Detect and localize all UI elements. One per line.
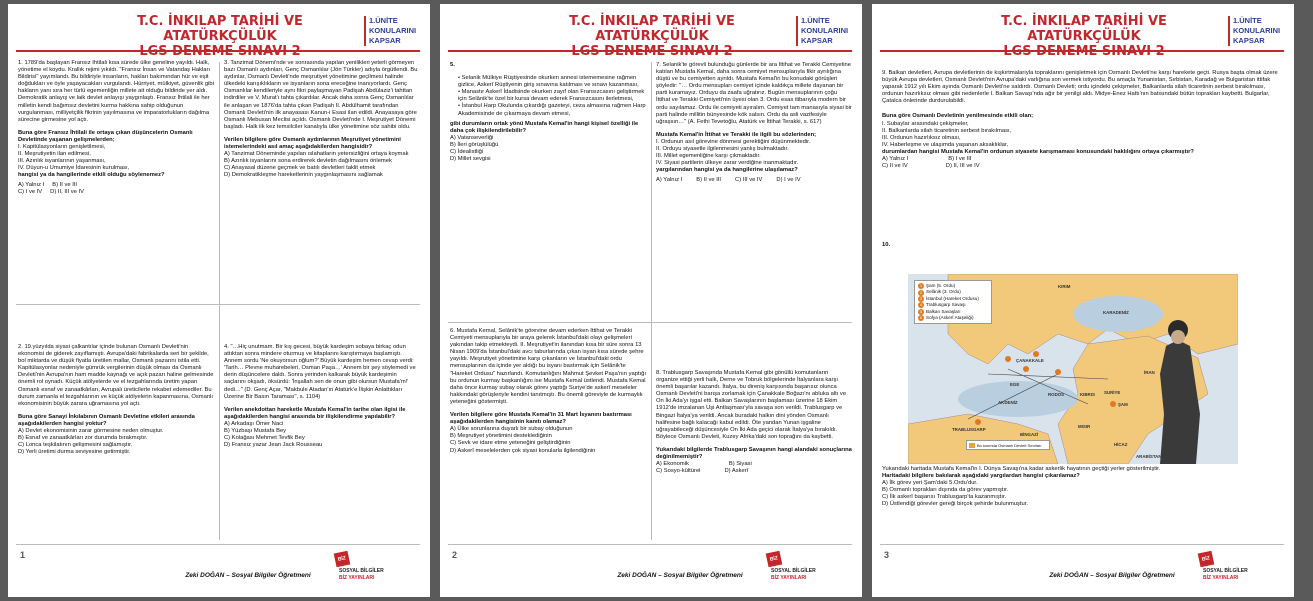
option-c[interactable]: C) Sevk ve idare etme yeteneğini geliştirdiğinin: [450, 440, 571, 447]
roman-item: IV. Haberleşme ve ulaşımda yaşanan aksaklıklar,: [882, 141, 1009, 148]
option-c[interactable]: C) Sosyo-kültürel: [656, 468, 701, 475]
legend-item: 5 Balkan Savaşları: [919, 308, 961, 314]
option-b[interactable]: B) Siyasi: [728, 461, 752, 468]
option-a[interactable]: A) Vatanseverliği: [450, 134, 494, 141]
map-label: İRAN: [1144, 370, 1155, 375]
page-header: [440, 14, 862, 48]
column-divider: [651, 62, 652, 540]
question-stem: Yukarıdaki bilgilerde Trablusgarp Savaşının hangi alandaki sonuçlarına değinilmemiştir?: [656, 446, 852, 461]
option-c[interactable]: C) Kolağası Mehmet Tevfik Bey: [224, 435, 305, 442]
option-b[interactable]: B) Azınlık isyanlarını sona erdirerek devletin dağılmasını önlemek: [224, 158, 392, 165]
option-d[interactable]: D) II, III ve IV: [945, 163, 980, 170]
question-number: 5.: [450, 62, 455, 68]
question-text: 1. 1789'da başlayan Fransız İhtilali kısa sürede ülke geneline yayıldı. Halk, yönetime el koydu. Krallık rejimi yıkıldı. "Fransız İnsan ve Vatandaş Hakları Bildirisi" yayımlandı. Bu bildiriyle insanların, hakları bakımından hür ve eşit doğdukları ve öyle yaşayacakları vurgulandı. Hürriyet, mülkiyet, güvenlik gibi hakların yanı sıra her türlü egemenliğin millete ait olduğu bildiride yer aldı. Demokratik anlayış ve laik devlet anlayışı yaygınlaştı. Fransız İhtilali ile her milletin kendi bağımsız devletini kurma hakkına sahip olduğunun vurgulanması, milliyetçilik fikrinin yayılmasına ve imparatorlukların dağılma sürecine girmesine yol açtı.: [18, 60, 214, 123]
map-label: TRABLUSGARP: [952, 427, 986, 432]
option-a[interactable]: A) Arkadaşı Ömer Naci: [224, 420, 284, 427]
map-label: KARADENİZ: [1103, 310, 1129, 315]
roman-item: I. Ordunun asıl görevine dönmesi gerektiğini düşünmektedir.: [656, 138, 811, 145]
question-2: [18, 344, 214, 540]
option-a[interactable]: A) Ekonomik: [656, 461, 689, 468]
legend-item: 4 Trablusgarp Savaşı: [919, 302, 966, 308]
option-b[interactable]: B) Esnaf ve zanaatkârları zor durumda bırakmıştır.: [18, 435, 148, 442]
question-text: 4. "…Hiç unutmam. Bir kış gecesi, büyük kardeşim sobaya birkaç odun attıktan sonra mindere oturmuş ve kitaplarını karıştırmaya başlamıştı. Annem sordu 'Ne okuyorsun oğlum?' Büyük kardeşim hemen cevap verdi: 'Tarih… Plevne muharebeleri, Osman Paşa…' Annem bir şey söylemedi ve derin düşüncelere daldı. Sonra yerinden kalkarak büyük kardeşimin saçlarını okşadı, öksürdü: 'İnşallah sen de onun gibi olursun Mustafa'm!' dedi…" (D. Genç Açar, "Makbule Atadan'ın Atatürk'e İlişkin Anlattıkları Üzerine Bir Basın Taraması", s. 1104): [224, 344, 416, 400]
row-divider: [448, 322, 852, 323]
exam-title: T.C. İNKILAP TARİHİ VE ATATÜRKÇÜLÜK: [1001, 14, 1167, 44]
option-d[interactable]: D) Üstlendiği görevler gereği birçok şehirde bulunmuştur.: [882, 501, 1028, 508]
page-header: [872, 14, 1294, 48]
legend-item: 3 İstanbul (Hareket Ordusu): [919, 295, 979, 302]
publisher-logo: BİZ SOSYAL BİLGİLER BİZ YAYINLARI: [333, 552, 379, 592]
author-name: Zeki DOĞAN – Sosyal Bilgiler Öğretmeni: [1049, 572, 1175, 579]
exam-title: T.C. İNKILAP TARİHİ VE ATATÜRKÇÜLÜK: [137, 14, 303, 44]
page-header: [8, 14, 430, 48]
question-stem: Haritadaki bilgilere bakılarak aşağıdaki yargılardan hangisi çıkarılamaz?: [882, 473, 1080, 480]
question-ask: durumlardan hangisi Mustafa Kemal'in ordunun siyasete karışmaması konusundaki haklılığını ortaya çıkarmıştır?: [882, 148, 1194, 155]
question-text: 3. Tanzimat Dönemi'nde ve sonrasında yapılan yenilikleri yeterli görmeyen bazı Osmanlı aydınları, Genç Osmanlılar (Jön Türkler) adıyla örgütlendi. Bu aydınlar, Osmanlı Devleti'nde meşrutiyet yönetimine geçilmesi halinde ülkedeki karışıklıkların ve isyanların sona ereceğine inanıyorlardı. Genç Osmanlılar kendileriyle aynı fikri paylaşmayan Padişah Abdülaziz'i tahttan indirdiler ve V. Murat'ı tahta çıkardılar. Ancak daha sonra Genç Osmanlılar ile anlaşan ve 1876'da tahta çıkan Padişah II. Abdülhamit tarafından Osmanlı Devleti'nin ilk anayasası Kanun-i Esasi ilan edildi. Anayasaya göre Osmanlı Mebusan Meclisi açıldı. Osmanlı Devleti'nde I. Meşrutiyet Dönemi başladı. Halk ilk kez temsilciler kanalıyla ülke yönetimine söz sahibi oldu.: [224, 60, 418, 130]
map-caption: Bu kısımda Osmanlı Devleti Sınırları: [966, 440, 1050, 450]
page-2: [440, 4, 862, 597]
question-ask: yargılarından hangisi ya da hangilerine ulaşılamaz?: [656, 167, 798, 174]
option-a[interactable]: A) Yalnız I: [18, 181, 45, 188]
option-c[interactable]: C) III ve IV: [735, 177, 763, 184]
author-name: Zeki DOĞAN – Sosyal Bilgiler Öğretmeni: [185, 572, 311, 579]
question-9: [882, 70, 1282, 220]
map-label: AKDENİZ: [998, 400, 1018, 405]
option-a[interactable]: A) Tanzimat Döneminde yapılan ıslahatların yetersizliğini ortaya koymak: [224, 151, 409, 158]
question-text: 2. 19.yüzyılda siyasi çalkantılar içinde bulunan Osmanlı Devleti'nin ekonomisi de giderek zayıflamıştı. Avrupa'daki fabrikalarda seri bir şekilde, bol miktarda ve düşük fiyatla üretilen mallar, Osmanlı pazarını istila etti. Kapitülasyonlar nedeniyle gümrük vergilerinin düşük olması da Osmanlı Devleti'nin Avrupa'nın ham madde kaynağı ve açık pazarı haline gelmesinde önemli rol oynadı. Küçük atölyelerde ve el tezgahlarında üretim yapan Osmanlı esnaf ve zanaatkârları, Avrupalı üreticilerle rekabet edemediler. Bu durum zamanla el tezgahlarının ve küçük atölyelerin kapanmasına, Osmanlı ekonomisinin büyük zarara uğramasına yol açtı.: [18, 344, 214, 407]
row-divider: [16, 304, 420, 305]
option-b[interactable]: B) Meşrutiyet yönetimini desteklediğinin: [450, 433, 552, 440]
question-stem: Mustafa Kemal'in İttihat ve Terakki ile ilgili bu sözlerinden;: [656, 131, 817, 138]
question-6: [450, 328, 646, 540]
bullet-item: • İstanbul Harp Okulunda çıkardığı gazeteyi, ceza almasına rağmen Harp Akademisinde de çıkarmaya devam etmesi,: [458, 103, 646, 117]
roman-item: III. Ordunun hazırlıksız olması,: [882, 134, 961, 141]
map-label: SURİYE: [1104, 390, 1121, 395]
option-a[interactable]: A) Yalnız I: [656, 177, 683, 184]
unit-box: 1.ÜNİTE KONULARINI KAPSAR: [796, 16, 852, 46]
option-d[interactable]: D) Askerî: [724, 468, 749, 475]
question-stem: gibi durumların ortak yönü Mustafa Kemal'in hangi kişisel özelliği ile daha çok ilişkilendirilebilir?: [450, 120, 639, 134]
page-number: 2: [452, 550, 458, 560]
question-text: 7. Selanik'te görevli bulunduğu günlerde bir ara İttihat ve Terakki Cemiyetine katılan Mustafa Kemal, daha sonra cemiyet mensuplarıyla fikir ayrılığına düştü ve bu cemiyetten ayrıldı. Mustafa Kemal'in bu konudaki görüşleri şöyledir: "… Ordu mensupları cemiyet içinde kaldıkça millete dayanan bir parti kuramayız. Orduyu da zaafa uğratırız. Bugün mensuplarının çoğu İttihat ve Terakki Cemiyeti'nin üyesi olan 3. Ordu esas itibarıyla modern bir ordu sayılamaz. Ordu ile cemiyeti ayıralım. Cemiyet tam manasıyla siyasi bir parti halinde millitin bünyesinde kök salsın. Ordu da asli vazifesiyle uğraşsın…" (A. Fethi Tevetoğlu, Atatürk ve İttihat Terakki, s. 617): [656, 62, 852, 125]
option-a[interactable]: A) Ülke sorunlarına duyarlı bir subay olduğunun: [450, 426, 573, 433]
publisher-logo: BİZ SOSYAL BİLGİLER BİZ YAYINLARI: [765, 552, 811, 592]
question-number: 10.: [882, 242, 891, 248]
bullet-item: • Manastır Askerî İdadisinde okurken zayıf olan Fransızcasını geliştirmek için Selânik'te özel bir kursa devam ederek Fransızcasını ilerletmesi,: [458, 89, 645, 103]
question-stem: Verilen bilgilere göre Osmanlı aydınlarının Meşrutiyet yönetimini istemelerindeki asıl amaç aşağıdakilerden hangisidir?: [224, 136, 401, 151]
map-label: RODOS: [1048, 392, 1065, 397]
map-label: KIBRIS: [1080, 392, 1095, 397]
map-label: HİCAZ: [1114, 442, 1128, 447]
option-d[interactable]: D) Demokratikleşme hareketlerinin yaygınlaşmasını sağlamak: [224, 172, 383, 179]
header-rule: [16, 50, 420, 52]
roman-item: II. Orduyu siyasetle ilgilenmesini yanlış bulmaktadır.: [656, 146, 789, 153]
question-stem: Buna göre Sanayi İnkılabının Osmanlı Devletine etkileri arasında aşağıdakilerden hangisi yoktur?: [18, 413, 195, 427]
roman-item: III. Millet egemenliğine karşı çıkmaktadır.: [656, 153, 761, 160]
question-4: [224, 344, 420, 540]
column-divider: [219, 62, 220, 540]
map-legend: [914, 280, 992, 324]
map-label: BİNGAZİ: [1020, 432, 1039, 437]
option-a[interactable]: A) Yalnız I: [882, 156, 909, 163]
map-label: ŞAM: [1118, 402, 1128, 407]
roman-item: II. Meşrutiyetin ilan edilmesi,: [18, 151, 91, 158]
question-5: [450, 62, 646, 312]
question-stem: Buna göre Osmanlı Devletinin yenilmesinde etkili olan;: [882, 113, 1034, 120]
unit-box: 1.ÜNİTE KONULARINI KAPSAR: [1228, 16, 1284, 46]
question-text: 8. Trablusgarp Savaşında Mustafa Kemal gibi gönüllü komutanların organize ettiği yerli halk, Derne ve Tobruk bölgelerinde İtalyanlara karşı önemli başarılar kazandı. İtalya, bu direniş karşısında başarısız olunca Osmanlı Devleti'ni barışa zorlamak için Çanakkale Boğazı'nı abluka altı ve On İki Ada'yı işgal etti. Balkan Savaşlarının başlaması üzerine 18 Ekim 1912'de imzalanan Uşi Antlaşması'yla savaşa son verildi. Trablusgarp ve Bingazi İtalya'ya verildi. Ancak buradaki halkın dini yönden Osmanlı halifesine bağlı kalacağı kabul edildi. Öte yandan Yunan işgaline uğrayabileceği düşüncesiyle On İki Ada geçici olarak İtalya'ya bırakıldı. Böylece Osmanlı Devleti, Kuzey Afrika'daki son toprağını da kaybetti.: [656, 370, 847, 440]
footer-rule: [16, 544, 420, 545]
exam-title: T.C. İNKILAP TARİHİ VE ATATÜRKÇÜLÜK: [569, 14, 735, 44]
option-b[interactable]: B) Yüzbaşı Mustafa Bey: [224, 428, 287, 435]
question-1: [18, 60, 214, 300]
page-1: [8, 4, 430, 597]
legend-item: 2 Selânik (3. Ordu): [919, 289, 961, 295]
publisher-logo: BİZ SOSYAL BİLGİLER BİZ YAYINLARI: [1197, 552, 1243, 592]
option-c[interactable]: C) Anayasal düzene geçmek ve batılı devletleri taklit etmek: [224, 165, 376, 172]
history-map: [908, 274, 1238, 464]
question-text: Yukarıdaki haritada Mustafa Kemal'in I. Dünya Savaşı'na kadar askerlik hayatının geçtiği yerler gösterilmiştir.: [882, 466, 1161, 472]
option-c[interactable]: C) İdealistliği: [450, 149, 484, 156]
header-rule: [880, 50, 1284, 52]
option-b[interactable]: B) Osmanlı toprakları dışında da görev yapmıştır.: [882, 487, 1009, 494]
option-d[interactable]: D) II, III ve IV: [50, 188, 84, 195]
map-label: EGE: [1010, 382, 1020, 387]
question-7: [656, 62, 852, 312]
roman-item: I. Subaylar arasındaki çekişmeler,: [882, 120, 969, 127]
question-text: 6. Mustafa Kemal, Selânik'te görevine devam ederken İttihat ve Terakki Cemiyeti mensuplarıyla bir araya gelerek İstanbul'daki olayı gelişmeleri yakından takip etmekteydi. II. Meşrutiyet'in ilanından kısa bir süre sonra 13 Nisan 1909'da İstanbul'daki avcı taburlarında çıkan isyan kısa sürede şehre yayıldı. Meşrutiyet yönetimine karşı çıkanların ve İstanbul'daki ordu mensuplarının da içinde yer aldığı bu isyanı bastırmak için Selânik'te "Hareket Ordusu" hazırlandı. Komutanlığını Mahmut Şevket Paşa'nın yaptığı bu ordunun kurmay başkanlığını ise Mustafa Kemal üstlendi. Mustafa Kemal daha önce kurmay subay olarak görev yaptığı Suriye'de askerî meseleler hakkındaki görüşleriyle kendini tanıtmıştı. Bu önemli göreviyle de kurmaylık yeteneğini göstermişti.: [450, 328, 646, 405]
map-label: ARABİSTAN: [1136, 454, 1162, 459]
roman-item: II. Balkanlarda silah ticaretinin serbest bırakılması,: [882, 127, 1012, 134]
option-b[interactable]: B) I ve III: [948, 156, 972, 163]
option-d[interactable]: D) Fransız yazar Jean Jack Rousseau: [224, 442, 323, 449]
roman-item: IV. Siyasi partilerin ülkeye zarar verdiğine inanmaktadır.: [656, 160, 799, 167]
option-a[interactable]: A) İlk görev yeri Şam'daki 5.Ordu'dur.: [882, 480, 978, 487]
footer-rule: [880, 544, 1284, 545]
map-label: KIRIM: [1058, 284, 1071, 289]
option-c[interactable]: C) I ve IV: [18, 188, 43, 195]
question-stem: Verilen bilgilere göre Mustafa Kemal'in 31 Mart İsyanını bastırması aşağıdakilerden hangisinin kanıtı olamaz?: [450, 412, 632, 426]
roman-item: III. Azınlık isyanlarının yaşanması,: [18, 158, 106, 165]
roman-item: I. Kapitülasyonların genişletilmesi,: [18, 144, 106, 151]
option-d[interactable]: D) Yerli üretimi durma seviyesine getirmiştir.: [18, 449, 131, 456]
legend-item: 1 Şam (5. Ordu): [919, 283, 956, 289]
roman-item: IV. Düyun-u Umumiye İdaresinin kurulması,: [18, 165, 130, 172]
legend-item: 6 Sofya (Askerî Ataşeliği): [919, 315, 974, 321]
question-8: [656, 370, 852, 540]
question-stem: Buna göre Fransız İhtilali ile ortaya çıkan düşüncelerin Osmanlı Devletinde yaşanan gelişmelerden;: [18, 129, 193, 143]
option-d[interactable]: D) I ve IV: [776, 177, 801, 184]
bullet-item: • Selanik Mülkiye Rüştiyesinde okurken annesi istememesine rağmen gizlice, Askerî Rüştiyenin giriş sınavına katılması ve sınavı kazanması,: [458, 75, 639, 89]
page-number: 3: [884, 550, 890, 560]
map-label: ÇANAKKALE: [1016, 358, 1044, 363]
page-3: [872, 4, 1294, 597]
question-3: [224, 60, 420, 300]
page-number: 1: [20, 550, 26, 560]
unit-box: 1.ÜNİTE KONULARINI KAPSAR: [364, 16, 420, 46]
question-stem: Verilen anekdottan hareketle Mustafa Kemal'in tarihe olan ilgisi ile aşağıdakilerden hangisi arasında bir ilişkilendirme yapılabilir?: [224, 406, 406, 420]
option-c[interactable]: C) İlk askerî başarısı Trablusgarp'ta kazanmıştır.: [882, 494, 1007, 501]
question-10: [882, 466, 1282, 542]
option-d[interactable]: D) Askerî meselelerden çok siyasi konularla ilgilendiğinin: [450, 447, 596, 454]
author-name: Zeki DOĞAN – Sosyal Bilgiler Öğretmeni: [617, 572, 743, 579]
map-label: MISIR: [1078, 424, 1091, 429]
option-b[interactable]: B) II ve III: [52, 181, 78, 188]
option-b[interactable]: B) İleri görüşlülüğü: [450, 141, 499, 148]
option-a[interactable]: A) Devlet ekonomisinin zarar görmesine neden olmuştur.: [18, 428, 164, 435]
question-ask: hangisi ya da hangilerinde etkili olduğu söylenemez?: [18, 172, 165, 179]
option-c[interactable]: C) Lonca teşkilatının gelişmesini sağlamıştır.: [18, 442, 133, 449]
footer-rule: [448, 544, 852, 545]
option-c[interactable]: C) II ve IV: [882, 163, 908, 170]
option-d[interactable]: D) Millet sevgisi: [450, 156, 491, 163]
question-text: 9. Balkan devletleri, Avrupa devletlerinin de kışkırtmalarıyla topraklarını genişletmek için Osmanlı Devleti'ne karşı harekete geçti. Rusya başta olmak üzere büyük Avrupa devletleri, Osmanlı Devleti'nin Avrupa'daki varlığına son vermek istiyordu. Bu amaçla Yunanistan, Sırbistan, Karadağ ve Bulgaristan ittifak yaparak 1912 yılı Ekim ayında Osmanlı Devleti'ne saldırdı. Osmanlı Devleti; ordu içindeki çekişmeler, Balkanlarda silah ticaretinin serbest bırakılması, ordunun hazırlıksız olması gibi nedenlerle I. Balkan Savaşı'nda ağır bir yenilgi aldı. Midye-Enez Hattı'nın batısındaki bütün toprakları kaybetti. Bulgarlar, Çatalca önlerinde durdurulabildi.: [882, 70, 1278, 105]
option-b[interactable]: B) II ve III: [696, 177, 722, 184]
header-rule: [448, 50, 852, 52]
